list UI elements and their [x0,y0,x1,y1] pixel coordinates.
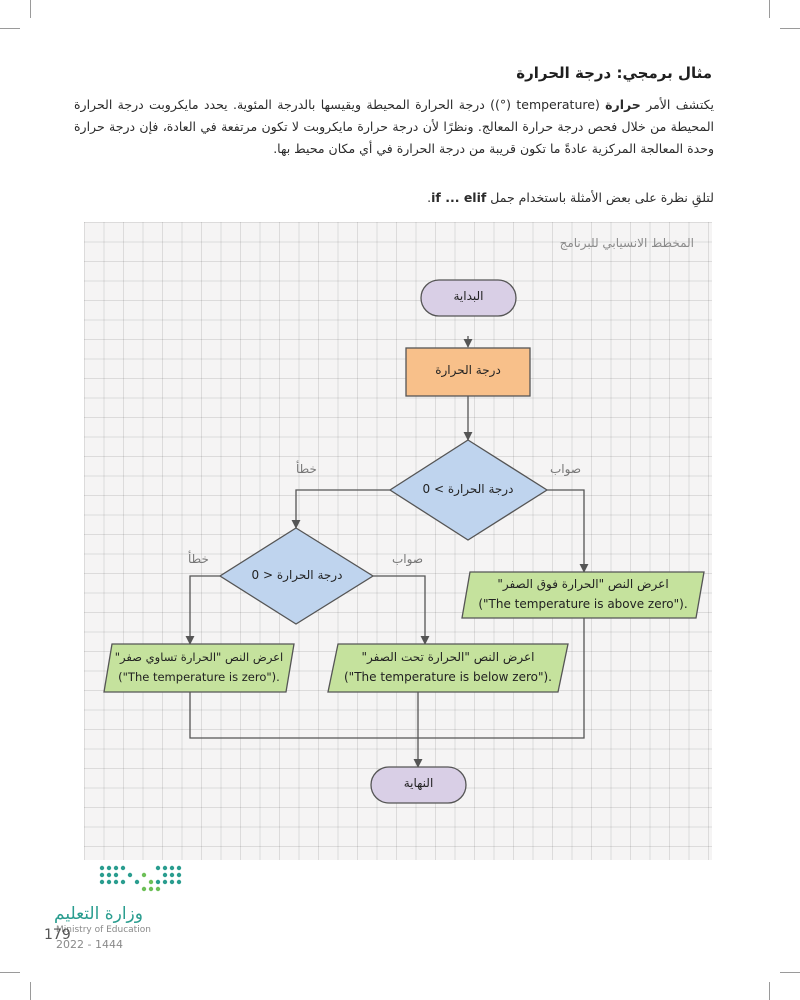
ministry-name-english: Ministry of Education [56,925,151,935]
decision2-label: درجة الحرارة < 0 [251,568,343,582]
ministry-name-arabic: وزارة التعليم [54,904,143,924]
lead-after: . [427,190,432,205]
decision1-false-label: خطأ [296,462,317,476]
lead-keyword: if ... elif [431,190,487,205]
input-label: درجة الحرارة [435,363,501,377]
intro-part1: يكتشف الأمر [640,97,714,112]
flowchart-caption: المخطط الانسيابي للبرنامج [559,236,694,250]
intro-command: حرارة [605,97,641,112]
output-above-line1: اعرض النص "الحرارة فوق الصفر" [497,577,669,591]
decision1-true-label: صواب [550,462,582,476]
flowchart-diagram [84,222,712,860]
line-zero-to-merge [190,692,418,738]
lead-before: لتلقِ نظرة على بعض الأمثلة باستخدام جمل [486,190,714,205]
crop-mark [0,972,20,973]
output-below-line2: ("The temperature is below zero"). [344,670,552,684]
decision2-true-label: صواب [392,552,424,566]
arrow-decision2-false [190,576,220,644]
output-below-text [334,647,562,687]
crop-mark [769,982,770,1000]
output-zero-text [108,647,290,687]
arrow-decision2-true [373,576,425,644]
crop-mark [769,0,770,18]
intro-paragraph [74,94,714,160]
section-title: مثال برمجي: درجة الحرارة [516,64,712,82]
intro-part2: (temperature (°)) درجة الحرارة المحيطة ويقيسها بالدرجة المئوية. يحدد مايكروبت درجة الحرارة المحيطة من خلال فحص درجة حرارة المعالج. ونظرًا لأن درجة حرارة مايكروبت لا تكون مرتفعة في العادة، فإن درجة حرارة وحدة المعالجة المركزية عادةً ما تكون قريبة من درجة الحرارة في أي مكان محيط بها. [74,97,714,156]
output-zero-line2: ("The temperature is zero"). [118,670,280,684]
output-above-line2: ("The temperature is above zero"). [478,597,688,611]
year-label: 2022 - 1444 [56,938,123,951]
end-label: النهاية [403,776,434,790]
crop-mark [30,0,31,18]
page-number: 179 [44,927,71,943]
crop-mark [0,28,20,29]
crop-mark [780,972,800,973]
output-above-text [467,574,699,614]
start-label: البداية [453,289,484,303]
arrow-decision1-true [547,490,584,572]
arrow-decision1-false [296,490,390,528]
flowchart-figure [84,222,712,860]
crop-mark [780,28,800,29]
decision1-label: درجة الحرارة > 0 [422,482,514,496]
crop-mark [30,982,31,1000]
output-below-line1: اعرض النص "الحرارة تحت الصفر" [361,650,535,664]
output-zero-line1: اعرض النص "الحرارة تساوي صفر" [114,650,284,664]
ministry-logo [96,862,192,898]
lead-sentence [427,190,714,205]
decision2-false-label: خطأ [188,552,209,566]
